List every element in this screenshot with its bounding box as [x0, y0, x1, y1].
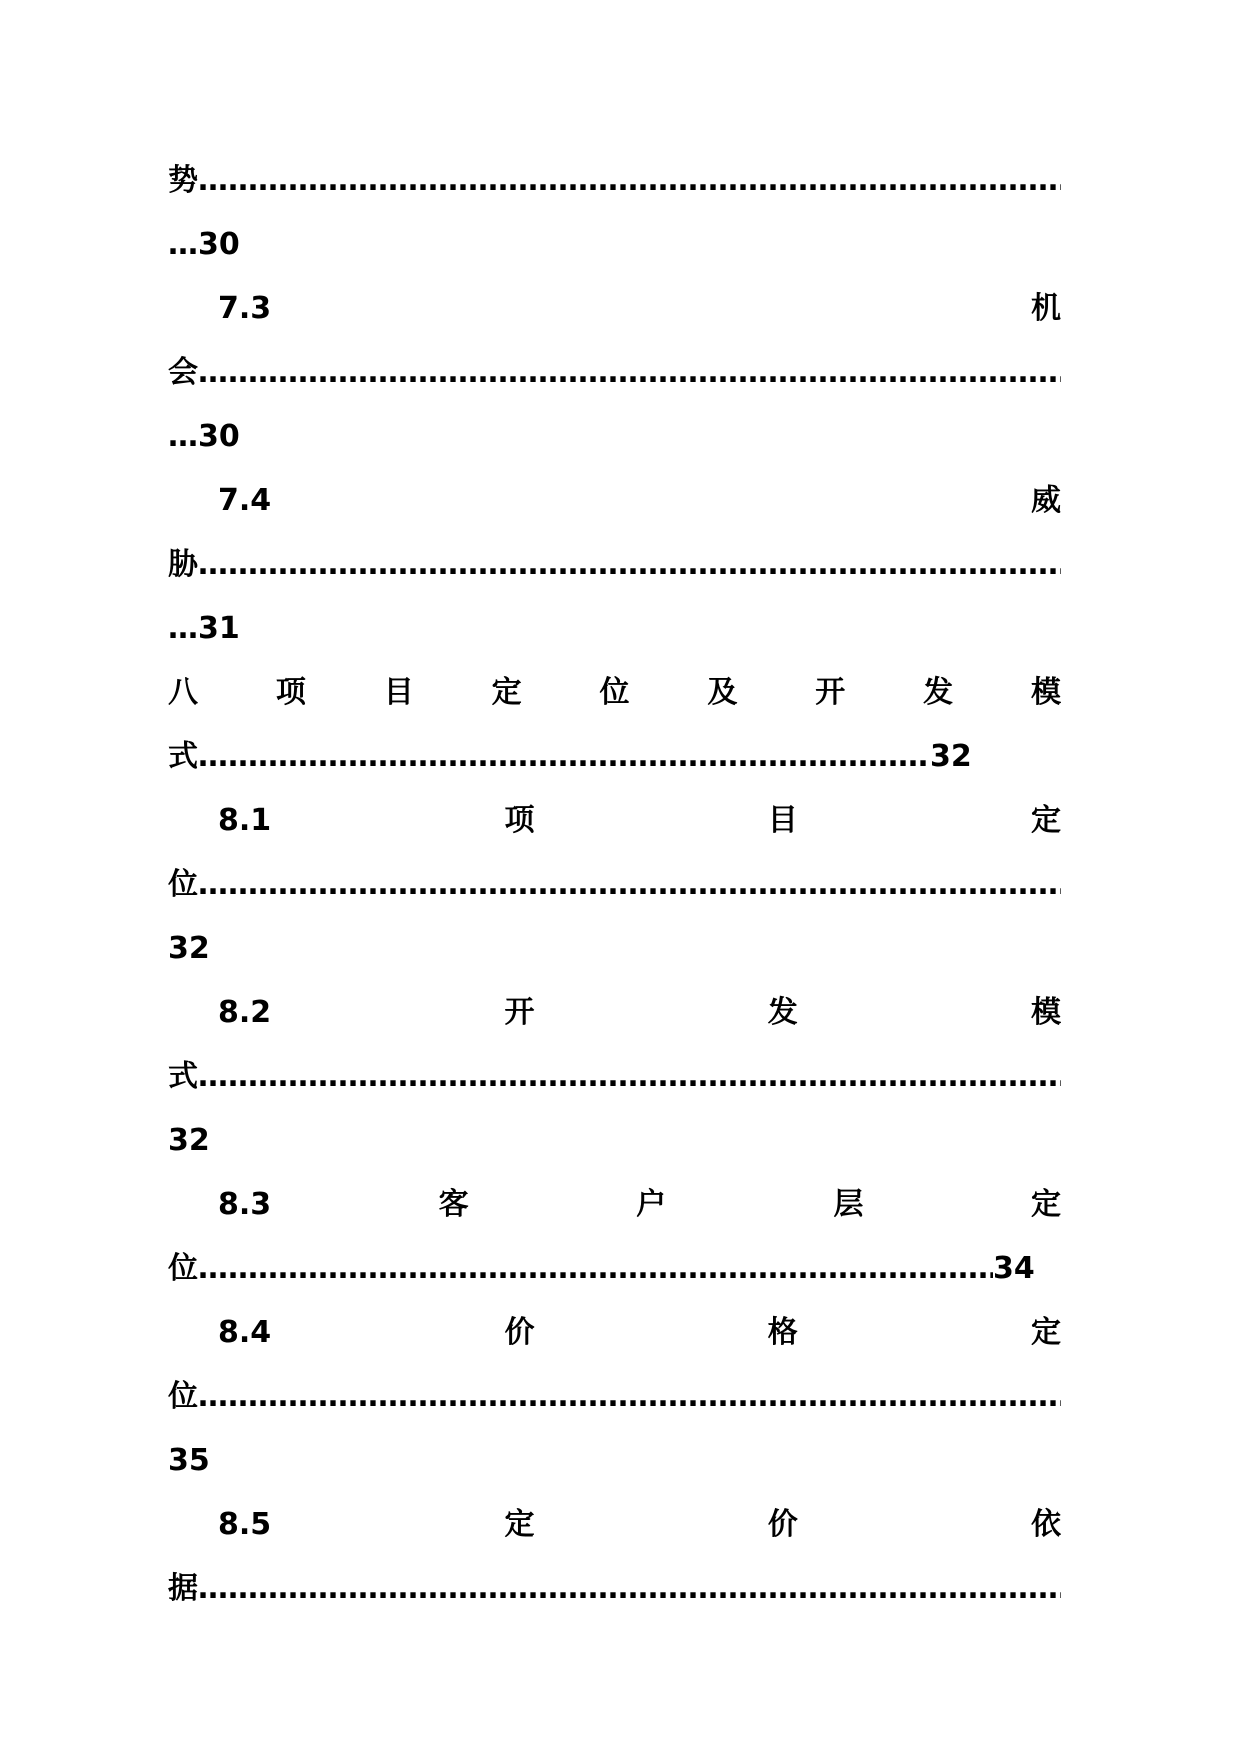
toc-page-number: 32 — [930, 739, 972, 774]
toc-entry-char: 威 — [1031, 483, 1061, 518]
toc-chapter-char: 位 — [599, 675, 630, 710]
toc-entry-tail: 会 — [168, 355, 198, 390]
toc-section-number: 8.4 — [218, 1315, 272, 1350]
toc-chapter-char: 目 — [383, 675, 414, 710]
toc-chapter-char: 开 — [815, 675, 846, 710]
toc-entry-tail: 式 — [168, 739, 198, 774]
toc-entry-char: 户 — [636, 1187, 667, 1222]
toc-entry-char: 定 — [1031, 1315, 1061, 1350]
toc-chapter-char: 定 — [491, 675, 522, 710]
toc-chapter-char: 项 — [275, 675, 306, 710]
toc-page-number: 35 — [168, 1443, 210, 1478]
dot-leader — [198, 734, 930, 780]
toc-entry-tail: 势 — [168, 163, 198, 198]
toc-entry-tail: 据 — [168, 1571, 198, 1606]
toc-page-number: 34 — [993, 1251, 1035, 1286]
toc-entry-char: 目 — [767, 803, 798, 838]
toc-entry-char: 价 — [504, 1315, 535, 1350]
toc-entry-char: 机 — [1031, 291, 1061, 326]
toc-section-number: 8.1 — [218, 803, 272, 838]
toc-entry-tail: 位 — [168, 867, 198, 902]
dot-leader — [198, 1374, 1061, 1420]
toc-page-number: 32 — [168, 1123, 210, 1158]
toc-entry-tail: 式 — [168, 1059, 198, 1094]
dot-leader — [198, 158, 1061, 204]
toc-entry-char: 模 — [1031, 995, 1061, 1030]
toc-line[interactable] — [168, 158, 1061, 204]
toc-section-number: 8.2 — [218, 995, 272, 1030]
toc-entry-char: 依 — [1031, 1507, 1061, 1542]
toc-page-number: 32 — [168, 931, 210, 966]
toc-chapter-char: 八 — [168, 675, 198, 710]
toc-line[interactable] — [168, 1054, 1061, 1100]
toc-page-number: …31 — [168, 611, 240, 646]
toc-entry-char: 定 — [1030, 1187, 1061, 1222]
toc-chapter-char: 及 — [707, 675, 738, 710]
toc-line[interactable] — [218, 798, 1061, 844]
toc-page-number: …30 — [168, 227, 240, 262]
toc-line[interactable] — [168, 1246, 1061, 1292]
toc-line[interactable] — [218, 1502, 1061, 1548]
toc-entry-char: 发 — [767, 995, 798, 1030]
toc-line[interactable] — [218, 1182, 1061, 1228]
toc-line[interactable] — [218, 286, 1061, 332]
dot-leader — [198, 1246, 993, 1292]
toc-section-number: 8.5 — [218, 1507, 272, 1542]
toc-line[interactable] — [168, 862, 1061, 908]
toc-entry-char: 格 — [767, 1315, 798, 1350]
dot-leader — [198, 1566, 1061, 1612]
toc-entry-tail: 胁 — [168, 547, 198, 582]
toc-chapter-char: 模 — [1031, 675, 1061, 710]
toc-line[interactable] — [218, 1310, 1061, 1356]
toc-section-number: 7.3 — [218, 291, 272, 326]
toc-entry-char: 定 — [504, 1507, 535, 1542]
toc-entry-tail: 位 — [168, 1379, 198, 1414]
dot-leader — [198, 862, 1061, 908]
dot-leader — [198, 1054, 1061, 1100]
toc-line[interactable] — [168, 350, 1061, 396]
toc-entry-char: 客 — [438, 1187, 469, 1222]
toc-section-number: 8.3 — [218, 1187, 272, 1222]
toc-line[interactable] — [218, 990, 1061, 1036]
toc-line[interactable] — [168, 1566, 1061, 1612]
toc-chapter-char: 发 — [923, 675, 954, 710]
toc-entry-tail: 位 — [168, 1251, 198, 1286]
toc-chapter-line[interactable] — [168, 670, 1061, 716]
toc-entry-char: 项 — [504, 803, 535, 838]
toc-page-number: …30 — [168, 419, 240, 454]
toc-entry-char: 定 — [1031, 803, 1061, 838]
dot-leader — [198, 350, 1061, 396]
toc-line[interactable] — [168, 542, 1061, 588]
toc-section-number: 7.4 — [218, 483, 272, 518]
toc-line[interactable] — [168, 734, 1061, 780]
toc-entry-char: 层 — [833, 1187, 864, 1222]
dot-leader — [198, 542, 1061, 588]
toc-entry-char: 开 — [504, 995, 535, 1030]
toc-line[interactable] — [218, 478, 1061, 524]
toc-line[interactable] — [168, 1374, 1061, 1420]
toc-entry-char: 价 — [767, 1507, 798, 1542]
